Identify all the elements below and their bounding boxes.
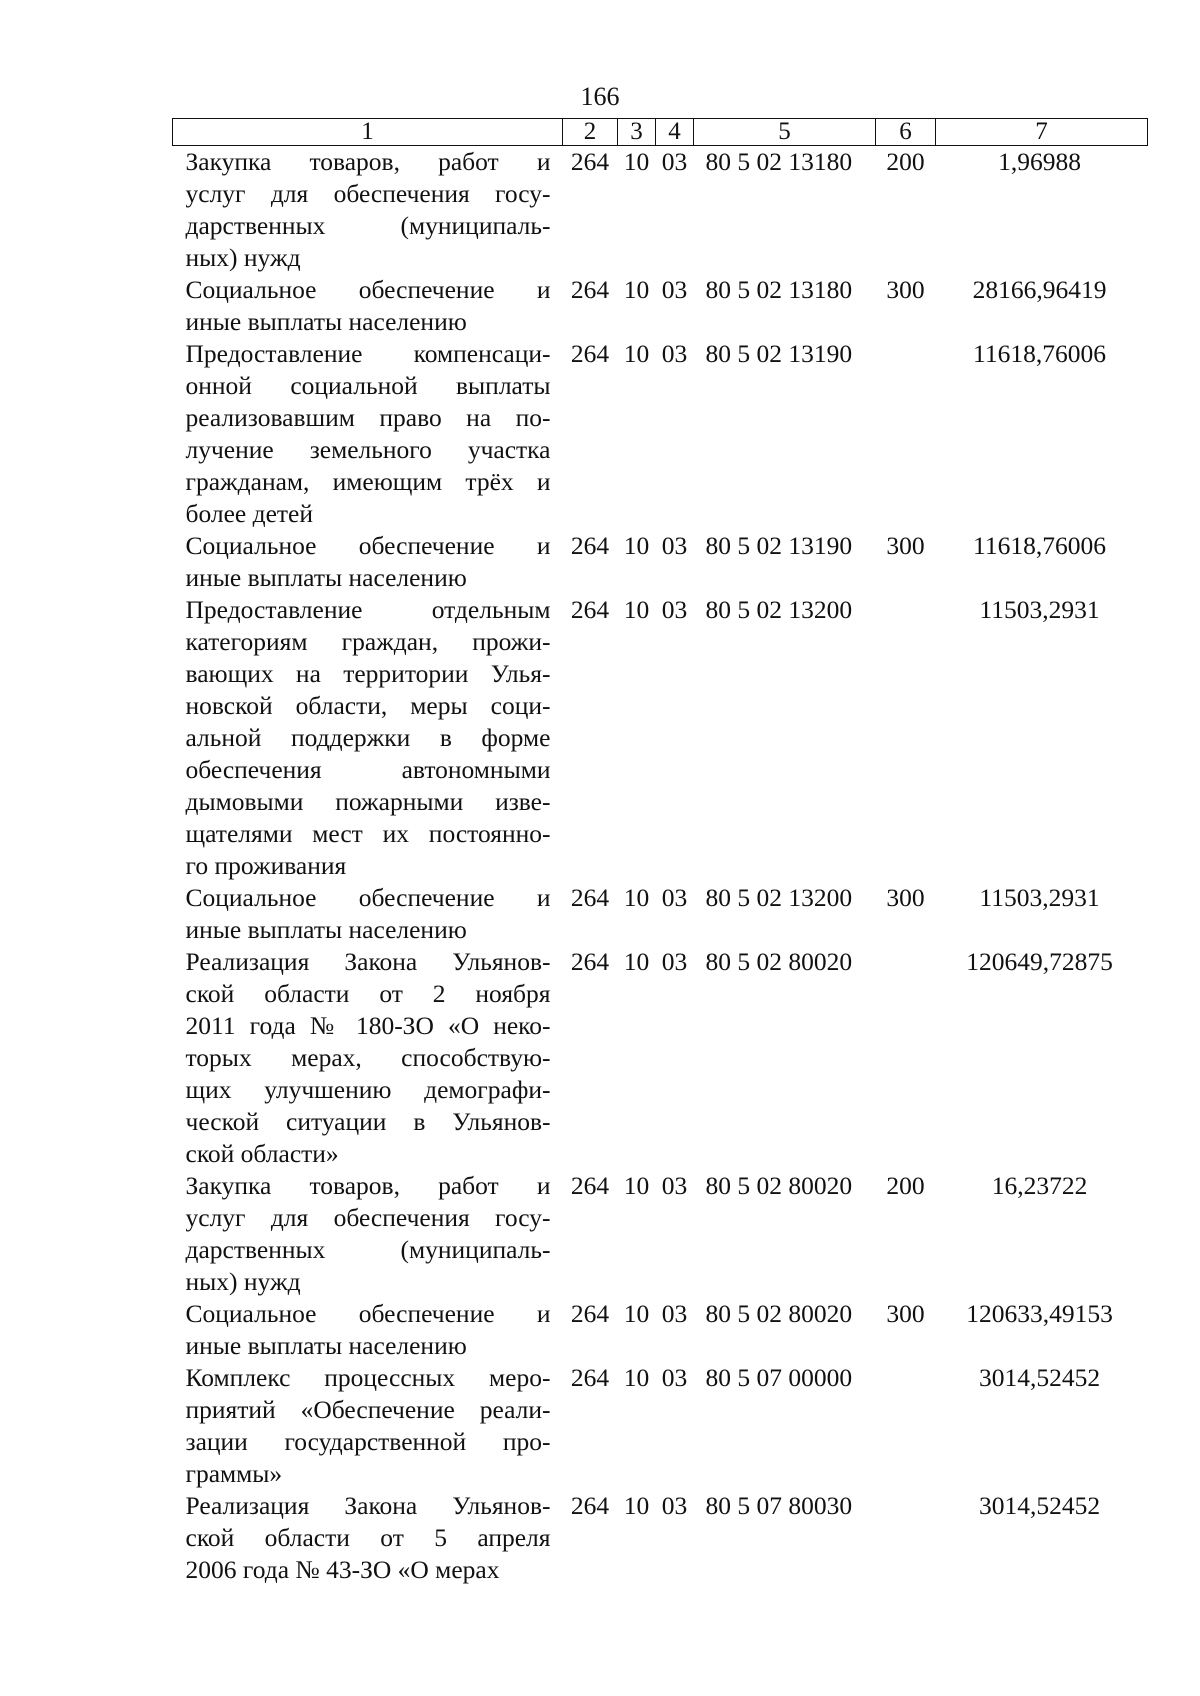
row-name-line: Закупка товаров, работ и xyxy=(185,147,551,176)
table-body xyxy=(173,146,1148,1587)
row-code-ministry: 264 xyxy=(570,1299,610,1328)
row-code-expense-type: 300 xyxy=(886,883,925,912)
row-name-line: 2011 года № 180-ЗО «О неко- xyxy=(185,1011,551,1040)
row-name xyxy=(173,882,563,946)
row-code-target: 80 5 02 13180 xyxy=(705,275,853,304)
header-row xyxy=(173,119,1148,146)
row-code-expense-type: 300 xyxy=(886,531,925,560)
row-name xyxy=(173,1490,563,1586)
row-name-line: онной социальной выплаты xyxy=(185,371,551,400)
row-amount: 3014,52452 xyxy=(978,1363,1101,1392)
row-name-line: новской области, меры соци- xyxy=(185,691,551,720)
row-name-line: Закупка товаров, работ и xyxy=(185,1171,551,1200)
row-code-subsection: 03 xyxy=(661,595,688,624)
table-row xyxy=(173,946,1148,1170)
row-amount: 16,23722 xyxy=(991,1171,1088,1200)
row-code-expense-type xyxy=(876,1490,936,1586)
header-col-2: 2 xyxy=(563,119,618,146)
row-name-line: Социальное обеспечение и xyxy=(185,531,551,560)
row-code-subsection: 03 xyxy=(661,531,688,560)
row-code-section: 10 xyxy=(623,1491,650,1520)
row-name-line: Социальное обеспечение и xyxy=(185,883,551,912)
row-name-line: иные выплаты населению xyxy=(185,563,467,592)
row-code-section: 10 xyxy=(623,1171,650,1200)
row-code-subsection: 03 xyxy=(661,275,688,304)
row-code-section: 10 xyxy=(623,147,650,176)
row-code-section: 10 xyxy=(623,339,650,368)
table-row xyxy=(173,274,1148,338)
row-code-section: 10 xyxy=(623,883,650,912)
table-header xyxy=(173,119,1148,146)
row-name xyxy=(173,530,563,594)
row-code-expense-type: 200 xyxy=(886,1171,925,1200)
row-code-subsection: 03 xyxy=(661,147,688,176)
table-row xyxy=(173,1362,1148,1490)
row-code-target: 80 5 02 80020 xyxy=(705,1299,853,1328)
row-name-line: услуг для обеспечения госу- xyxy=(185,179,551,208)
row-name-line: дымовыми пожарными изве- xyxy=(185,787,551,816)
row-code-ministry: 264 xyxy=(570,1363,610,1392)
row-name-line: лучение земельного участка xyxy=(185,435,551,464)
row-name-line: Социальное обеспечение и xyxy=(185,1299,551,1328)
row-code-target: 80 5 02 80020 xyxy=(705,947,853,976)
row-name-line: иные выплаты населению xyxy=(185,1331,467,1360)
row-name-line: щих улучшению демографи- xyxy=(185,1075,551,1104)
row-name xyxy=(173,1298,563,1362)
row-code-expense-type: 300 xyxy=(886,1299,925,1328)
row-code-ministry: 264 xyxy=(570,275,610,304)
row-code-target: 80 5 02 13190 xyxy=(705,339,853,368)
row-amount: 120649,72875 xyxy=(966,947,1113,976)
row-name xyxy=(173,274,563,338)
row-name-line: Реализация Закона Ульянов- xyxy=(185,1491,551,1520)
row-code-expense-type xyxy=(876,946,936,1170)
row-code-ministry: 264 xyxy=(570,1171,610,1200)
row-name-line: ных) нужд xyxy=(185,243,301,272)
row-name xyxy=(173,1170,563,1298)
row-name-line: услуг для обеспечения госу- xyxy=(185,1203,551,1232)
row-amount: 3014,52452 xyxy=(978,1491,1101,1520)
row-code-section: 10 xyxy=(623,275,650,304)
row-name-line: Предоставление отдельным xyxy=(185,595,551,624)
row-name-line: дарственных (муниципаль- xyxy=(185,1235,551,1264)
row-name-line: ческой ситуации в Ульянов- xyxy=(185,1107,551,1136)
row-code-subsection: 03 xyxy=(661,1363,688,1392)
table-row xyxy=(173,1490,1148,1586)
row-name xyxy=(173,338,563,530)
row-name-line: Предоставление компенсаци- xyxy=(185,339,551,368)
row-name-line: гражданам, имеющим трёх и xyxy=(185,467,551,496)
row-name-line: обеспечения автономными xyxy=(185,755,551,784)
row-code-expense-type: 200 xyxy=(886,147,925,176)
row-amount: 28166,96419 xyxy=(972,275,1107,304)
row-code-target: 80 5 02 13200 xyxy=(705,883,853,912)
row-name-line: ской области от 2 ноября xyxy=(185,979,551,1008)
row-name-line: Социальное обеспечение и xyxy=(185,275,551,304)
row-name-line: категориям граждан, прожи- xyxy=(185,627,551,656)
row-code-target: 80 5 02 80020 xyxy=(705,1171,853,1200)
row-name-line: ской области» xyxy=(185,1139,339,1168)
row-name-line: ской области от 5 апреля xyxy=(185,1523,551,1552)
row-code-section: 10 xyxy=(623,531,650,560)
row-name-line: щателями мест их постоянно- xyxy=(185,819,551,848)
table-row xyxy=(173,530,1148,594)
row-name-line: ных) нужд xyxy=(185,1267,301,1296)
row-name-line: зации государственной про- xyxy=(185,1427,551,1456)
header-col-1: 1 xyxy=(173,119,563,146)
row-amount: 11618,76006 xyxy=(973,339,1106,368)
row-code-ministry: 264 xyxy=(570,1491,610,1520)
row-code-target: 80 5 02 13180 xyxy=(705,147,853,176)
row-code-expense-type: 300 xyxy=(886,275,925,304)
row-name-line: Комплекс процессных меро- xyxy=(185,1363,551,1392)
row-name-line: реализовавшим право на по- xyxy=(185,403,551,432)
row-code-target: 80 5 02 13200 xyxy=(705,595,853,624)
header-col-4: 4 xyxy=(656,119,694,146)
row-name-line: приятий «Обеспечение реали- xyxy=(185,1395,551,1424)
row-amount: 1,96988 xyxy=(998,147,1081,176)
row-code-ministry: 264 xyxy=(570,147,610,176)
row-name-line: Реализация Закона Ульянов- xyxy=(185,947,551,976)
table-row xyxy=(173,146,1148,275)
header-col-7: 7 xyxy=(936,119,1148,146)
table-row xyxy=(173,1170,1148,1298)
row-code-section: 10 xyxy=(623,1299,650,1328)
row-name-line: 2006 года № 43-ЗО «О мерах xyxy=(185,1555,500,1584)
row-name-line: иные выплаты населению xyxy=(185,915,467,944)
row-name-line: иные выплаты населению xyxy=(185,307,467,336)
table-row xyxy=(173,882,1148,946)
row-code-subsection: 03 xyxy=(661,1491,688,1520)
row-name-line: граммы» xyxy=(185,1459,283,1488)
row-name xyxy=(173,146,563,275)
row-code-subsection: 03 xyxy=(661,883,688,912)
row-name-line: торых мерах, способствую- xyxy=(185,1043,551,1072)
row-code-subsection: 03 xyxy=(661,1299,688,1328)
row-name-line: вающих на территории Улья- xyxy=(185,659,551,688)
row-code-expense-type xyxy=(876,1362,936,1490)
header-col-5: 5 xyxy=(694,119,876,146)
row-code-target: 80 5 07 00000 xyxy=(705,1363,853,1392)
row-amount: 120633,49153 xyxy=(966,1299,1113,1328)
table-row xyxy=(173,1298,1148,1362)
row-code-section: 10 xyxy=(623,1363,650,1392)
row-name-line: альной поддержки в форме xyxy=(185,723,551,752)
row-code-subsection: 03 xyxy=(661,1171,688,1200)
row-name-line: более детей xyxy=(185,499,314,528)
row-code-subsection: 03 xyxy=(661,339,688,368)
row-code-subsection: 03 xyxy=(661,947,688,976)
row-name xyxy=(173,594,563,882)
row-code-section: 10 xyxy=(623,947,650,976)
row-amount: 11618,76006 xyxy=(973,531,1106,560)
row-amount: 11503,2931 xyxy=(979,595,1100,624)
row-name-line: го проживания xyxy=(185,851,347,880)
row-name-line: дарственных (муниципаль- xyxy=(185,211,551,240)
header-col-6: 6 xyxy=(876,119,936,146)
row-code-ministry: 264 xyxy=(570,595,610,624)
row-code-ministry: 264 xyxy=(570,947,610,976)
row-name xyxy=(173,1362,563,1490)
row-code-ministry: 264 xyxy=(570,883,610,912)
row-code-expense-type xyxy=(876,338,936,530)
table-row xyxy=(173,594,1148,882)
page-number: 166 xyxy=(580,82,620,111)
row-code-target: 80 5 07 80030 xyxy=(705,1491,853,1520)
row-name xyxy=(173,946,563,1170)
row-code-ministry: 264 xyxy=(570,531,610,560)
budget-table xyxy=(172,118,1148,1586)
header-col-3: 3 xyxy=(618,119,656,146)
row-code-target: 80 5 02 13190 xyxy=(705,531,853,560)
row-code-expense-type xyxy=(876,594,936,882)
table-row xyxy=(173,338,1148,530)
row-code-section: 10 xyxy=(623,595,650,624)
row-code-ministry: 264 xyxy=(570,339,610,368)
row-amount: 11503,2931 xyxy=(979,883,1100,912)
